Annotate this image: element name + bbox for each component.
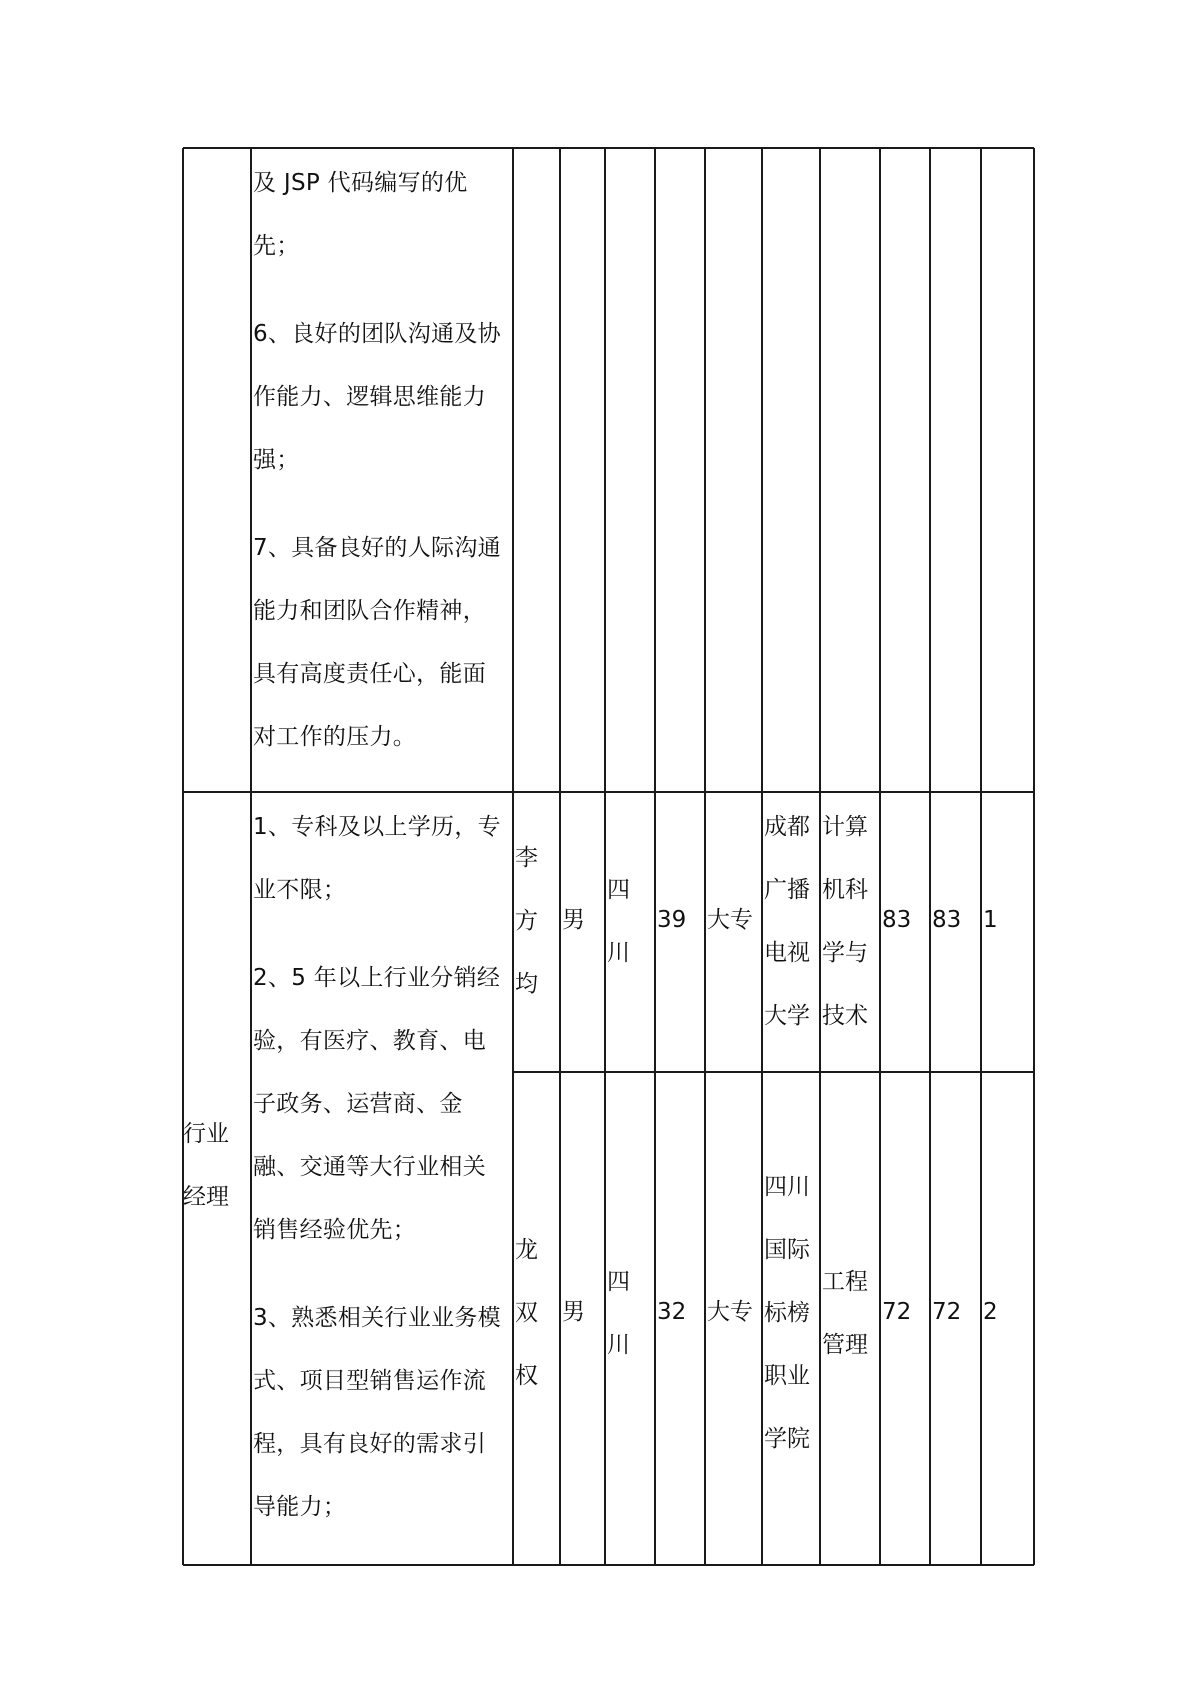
candidate-school: 成都广播电视大学 <box>764 814 810 1029</box>
candidate-major: 计算机科学与技术 <box>822 814 868 1029</box>
requirement-line: 2、5 年以上行业分销经 <box>253 965 501 991</box>
candidate-origin: 四川 <box>607 877 630 966</box>
requirement-line: 对工作的压力。 <box>253 724 417 750</box>
requirement-line: 具有高度责任心，能面 <box>253 661 486 687</box>
candidate-education: 大专 <box>707 907 753 933</box>
requirement-line: 销售经验优先； <box>253 1217 417 1243</box>
candidate-school: 四川国际标榜职业学院 <box>764 1174 810 1452</box>
candidate-education: 大专 <box>707 1299 753 1325</box>
requirement-line: 7、具备良好的人际沟通 <box>253 535 501 561</box>
candidate-score-1: 72 <box>882 1299 912 1325</box>
candidate-rank: 2 <box>983 1299 998 1325</box>
requirement-line: 能力和团队合作精神， <box>253 598 486 624</box>
candidate-rank: 1 <box>983 907 998 933</box>
candidate-gender: 男 <box>562 1299 585 1325</box>
requirement-line: 1、专科及以上学历，专 <box>253 814 501 840</box>
candidate-major: 工程管理 <box>822 1269 868 1358</box>
requirement-line: 程，具有良好的需求引 <box>253 1431 486 1457</box>
requirement-line: 强； <box>253 447 300 473</box>
candidate-name: 龙双权 <box>515 1237 538 1389</box>
candidate-gender: 男 <box>562 907 585 933</box>
requirement-line: 子政务、运营商、金 <box>253 1091 463 1117</box>
candidate-origin: 四川 <box>607 1269 630 1358</box>
requirement-line: 作能力、逻辑思维能力 <box>253 384 486 410</box>
requirement-line: 6、良好的团队沟通及协 <box>253 321 501 347</box>
requirement-line: 3、熟悉相关行业业务模 <box>253 1305 501 1331</box>
candidate-name: 李方均 <box>515 845 538 997</box>
requirement-line: 及 JSP 代码编写的优 <box>253 170 468 196</box>
requirement-line: 业不限； <box>253 877 347 903</box>
requirement-line: 验，有医疗、教育、电 <box>253 1028 486 1054</box>
candidate-age: 32 <box>657 1299 687 1325</box>
requirement-line: 先； <box>253 233 300 259</box>
candidate-age: 39 <box>657 907 687 933</box>
candidate-score-2: 72 <box>932 1299 962 1325</box>
candidate-score-1: 83 <box>882 907 912 933</box>
position-title: 行业经理 <box>183 1121 229 1210</box>
requirement-line: 融、交通等大行业相关 <box>253 1154 486 1180</box>
requirement-line: 导能力； <box>253 1494 347 1520</box>
candidate-score-2: 83 <box>932 907 962 933</box>
requirement-line: 式、项目型销售运作流 <box>253 1368 486 1394</box>
